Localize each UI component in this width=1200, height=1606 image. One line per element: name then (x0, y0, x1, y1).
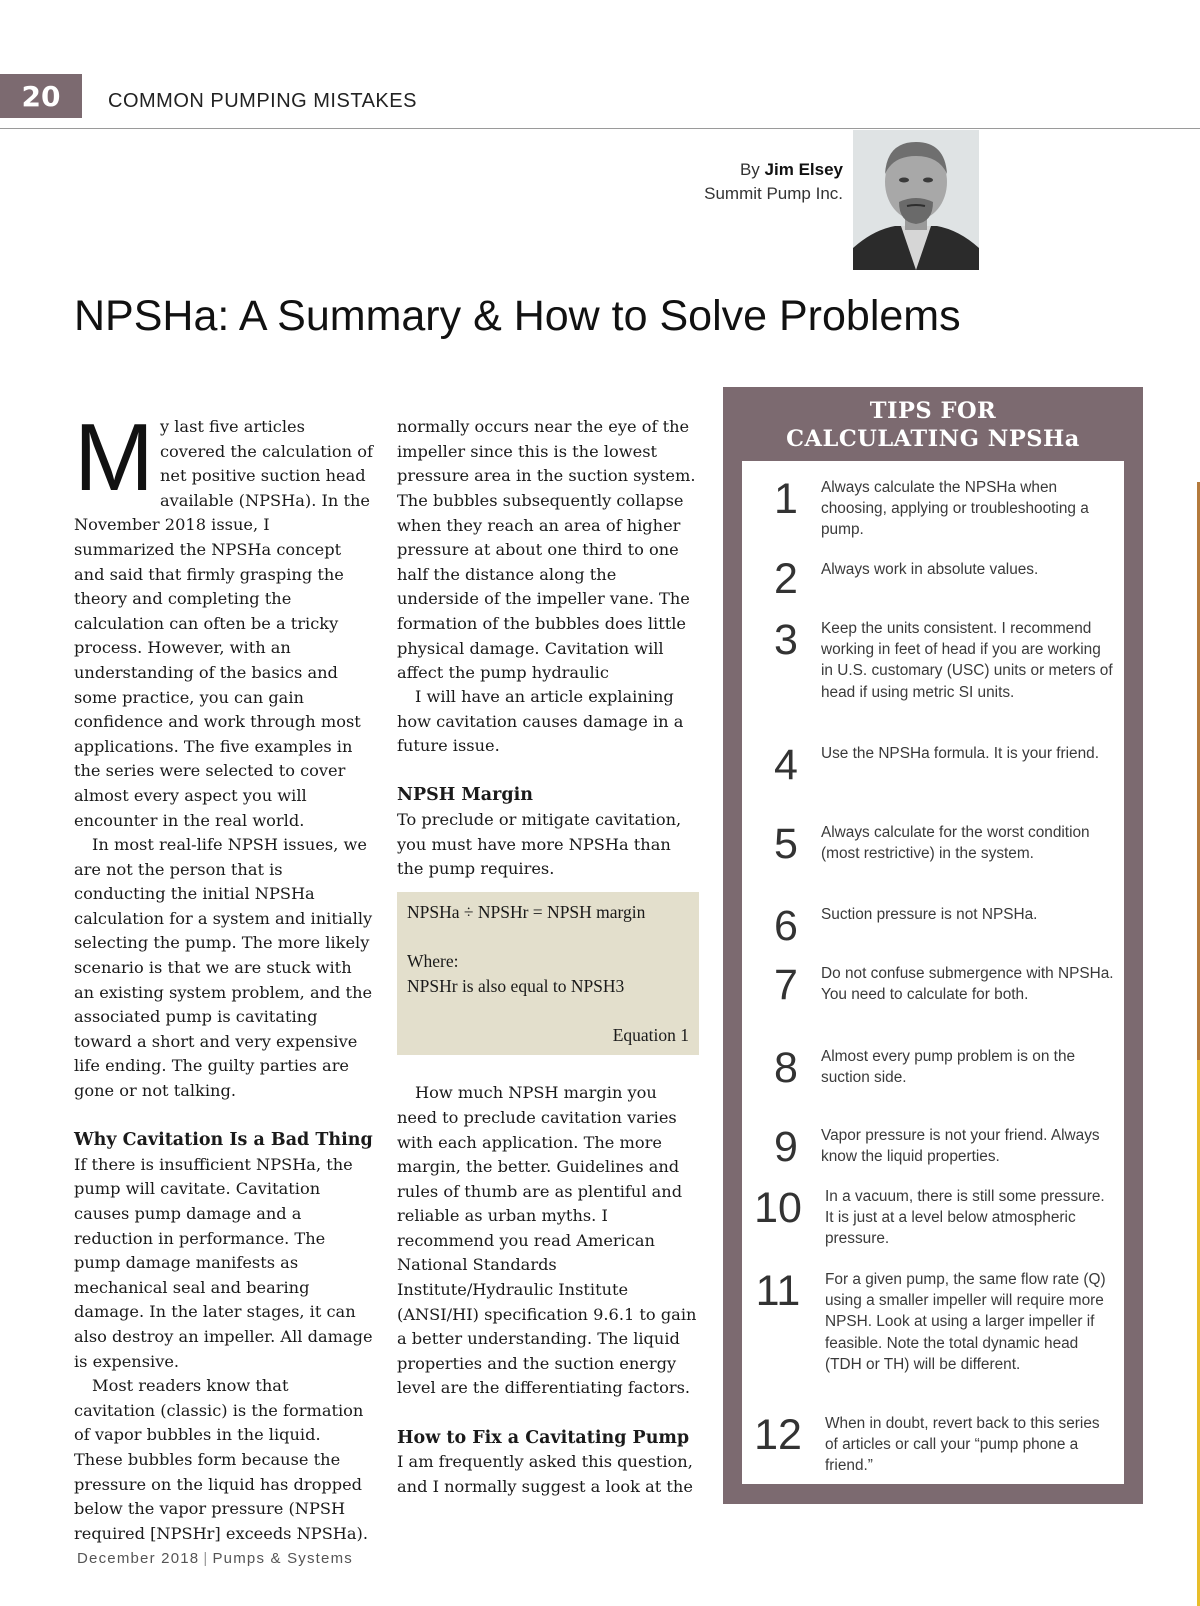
body-paragraph: To preclude or mitigate cavitation, you must have more NPSHa than the pump requires. (397, 809, 682, 879)
tip-text: In a vacuum, there is still some pressure. It is just at a level below atmospheric pressure. (825, 1188, 1105, 1248)
body-paragraph: How much NPSH margin you need to preclude cavitation varies with each application. The more margin, the better. Guidelines and rules of thumb are as plentiful and reliable as urban myths. I recommend you read American National Standards Institute/Hydraulic Institute (ANSI/HI) specification 9.6.1 to gain a better understanding. The liquid properties and the suction energy level are the differentiating factors. (397, 1083, 697, 1398)
page-number: 20 (0, 74, 82, 118)
body-paragraph: I will have an article explaining how cavitation causes damage in a future issue. (397, 687, 684, 756)
tip-number: 7 (774, 961, 798, 1009)
body-paragraph: If there is insufficient NPSHa, the pump will cavitate. Cavitation causes pump damage and a reduction in performance. The pump damage manifests as mechanical seal and bearing damage. In the later stages, it can also destroy an impeller. All damage is expensive. (74, 1154, 373, 1371)
tip-text: Keep the units consistent. I recommend working in feet of head if you are working in U.S. customary (USC) units or meters of head if using metric SI units. (821, 620, 1113, 701)
equation-where: Where: (407, 950, 459, 971)
tip-text: Always work in absolute values. (821, 561, 1039, 578)
tip-number: 10 (754, 1184, 802, 1232)
author-name: Jim Elsey (764, 160, 843, 179)
subheading-why-cavitation: Why Cavitation Is a Bad Thing (74, 1130, 373, 1151)
tip-text: Do not confuse submergence with NPSHa. You need to calculate for both. (821, 965, 1114, 1004)
article-title: NPSHa: A Summary & How to Solve Problems (74, 292, 961, 340)
subheading-fix-cavitating-pump: How to Fix a Cavitating Pump (397, 1427, 690, 1448)
tip-text: When in doubt, revert back to this series of articles or call your “pump phone a friend.” (825, 1415, 1100, 1475)
body-paragraph-continued: Most readers know that cavitation (classic) is the formation of vapor bubbles in the liquid. These bubbles form because the pressure on the liquid has dropped below the vapor pressure (NPSH required [NPSHr] exceeds NPSHa). (74, 1376, 369, 1543)
tip-number: 1 (774, 475, 798, 523)
header-divider (0, 128, 1200, 129)
tip-text: Suction pressure is not NPSHa. (821, 906, 1038, 923)
continued-text: normally occurs near the eye of the impeller since this is the lowest pressure area in the suction system. The bubbles subsequently collapse when they reach an area of higher pressure at about one third to one half the distance along the underside of the impeller vane. The formation of the bubbles does little physical damage. Cavitation will affect the pump hydraulic (397, 417, 696, 683)
equation-note: NPSHr is also equal to NPSH3 (407, 975, 625, 996)
tip-text: Almost every pump problem is on the suction side. (821, 1048, 1076, 1087)
byline-by: By (739, 160, 760, 179)
body-paragraph: I am frequently asked this question, and I normally suggest a look at the (397, 1452, 693, 1496)
footer-issue: December 2018 (77, 1550, 200, 1567)
tip-number: 3 (774, 616, 798, 664)
tip-number: 9 (774, 1123, 798, 1171)
tip-text: Always calculate for the worst condition (most restrictive) in the system. (821, 824, 1090, 863)
author-company: Summit Pump Inc. (704, 184, 843, 203)
equation-label: Equation 1 (612, 1024, 689, 1045)
tip-number: 6 (774, 902, 798, 950)
tips-title-line-2: CALCULATING NPSHa (786, 426, 1080, 452)
tips-list (742, 461, 1124, 1484)
footer-separator: | (203, 1550, 209, 1567)
footer-magazine: Pumps & Systems (212, 1550, 353, 1567)
tip-number: 2 (774, 555, 798, 603)
tip-number: 8 (774, 1044, 798, 1092)
tip-number: 12 (754, 1411, 802, 1459)
author-photo (853, 130, 979, 270)
byline (704, 158, 843, 206)
tips-title-line-1: TIPS FOR (869, 398, 997, 424)
section-title: COMMON PUMPING MISTAKES (108, 90, 417, 112)
subheading-npsh-margin: NPSH Margin (397, 785, 533, 806)
equation-box (397, 892, 699, 1056)
tip-number: 4 (774, 741, 798, 789)
tip-text: For a given pump, the same flow rate (Q) using a smaller impeller will require more NPSH. Look at using a larger impeller if feasible. Note the total dynamic head (TDH or TH) will be different. (825, 1271, 1106, 1373)
tip-number: 11 (755, 1267, 801, 1315)
body-paragraph: In most real-life NPSH issues, we are not the person that is conducting the initial NPSHa calculation for a system and initially selecting the pump. The more likely scenario is that we are stuck with an existing system problem, and the associated pump is cavitating toward a short and very expensive life ending. The guilty parties are gone or not talking. (74, 835, 373, 1101)
article-column-2 (397, 415, 699, 1499)
page-footer (77, 1550, 353, 1567)
tip-text: Always calculate the NPSHa when choosing, applying or troubleshooting a pump. (821, 479, 1089, 539)
tip-number: 5 (774, 820, 798, 868)
body-paragraph-continuation (397, 415, 699, 685)
tips-sidebar (723, 387, 1143, 1504)
article-column-1 (74, 404, 374, 1546)
tip-text: Use the NPSHa formula. It is your friend. (821, 745, 1099, 762)
drop-cap: M (74, 404, 154, 511)
intro-paragraph (74, 404, 374, 833)
tip-text: Vapor pressure is not your friend. Always know the liquid properties. (821, 1127, 1100, 1166)
intro-text: y last five articles covered the calculation of net positive suction head available (NPSHa). In the November 2018 issue, I summarized the NPSHa concept and said that firmly grasping the theory and completing the calculation can often be a tricky process. However, with an understanding of the basics and some practice, you can gain confidence and work through most applications. The five examples in the series were selected to cover almost every aspect you will encounter in the real world. (74, 417, 373, 830)
equation-formula: NPSHa ÷ NPSHr = NPSH margin (407, 901, 646, 922)
tips-title (723, 387, 1143, 453)
